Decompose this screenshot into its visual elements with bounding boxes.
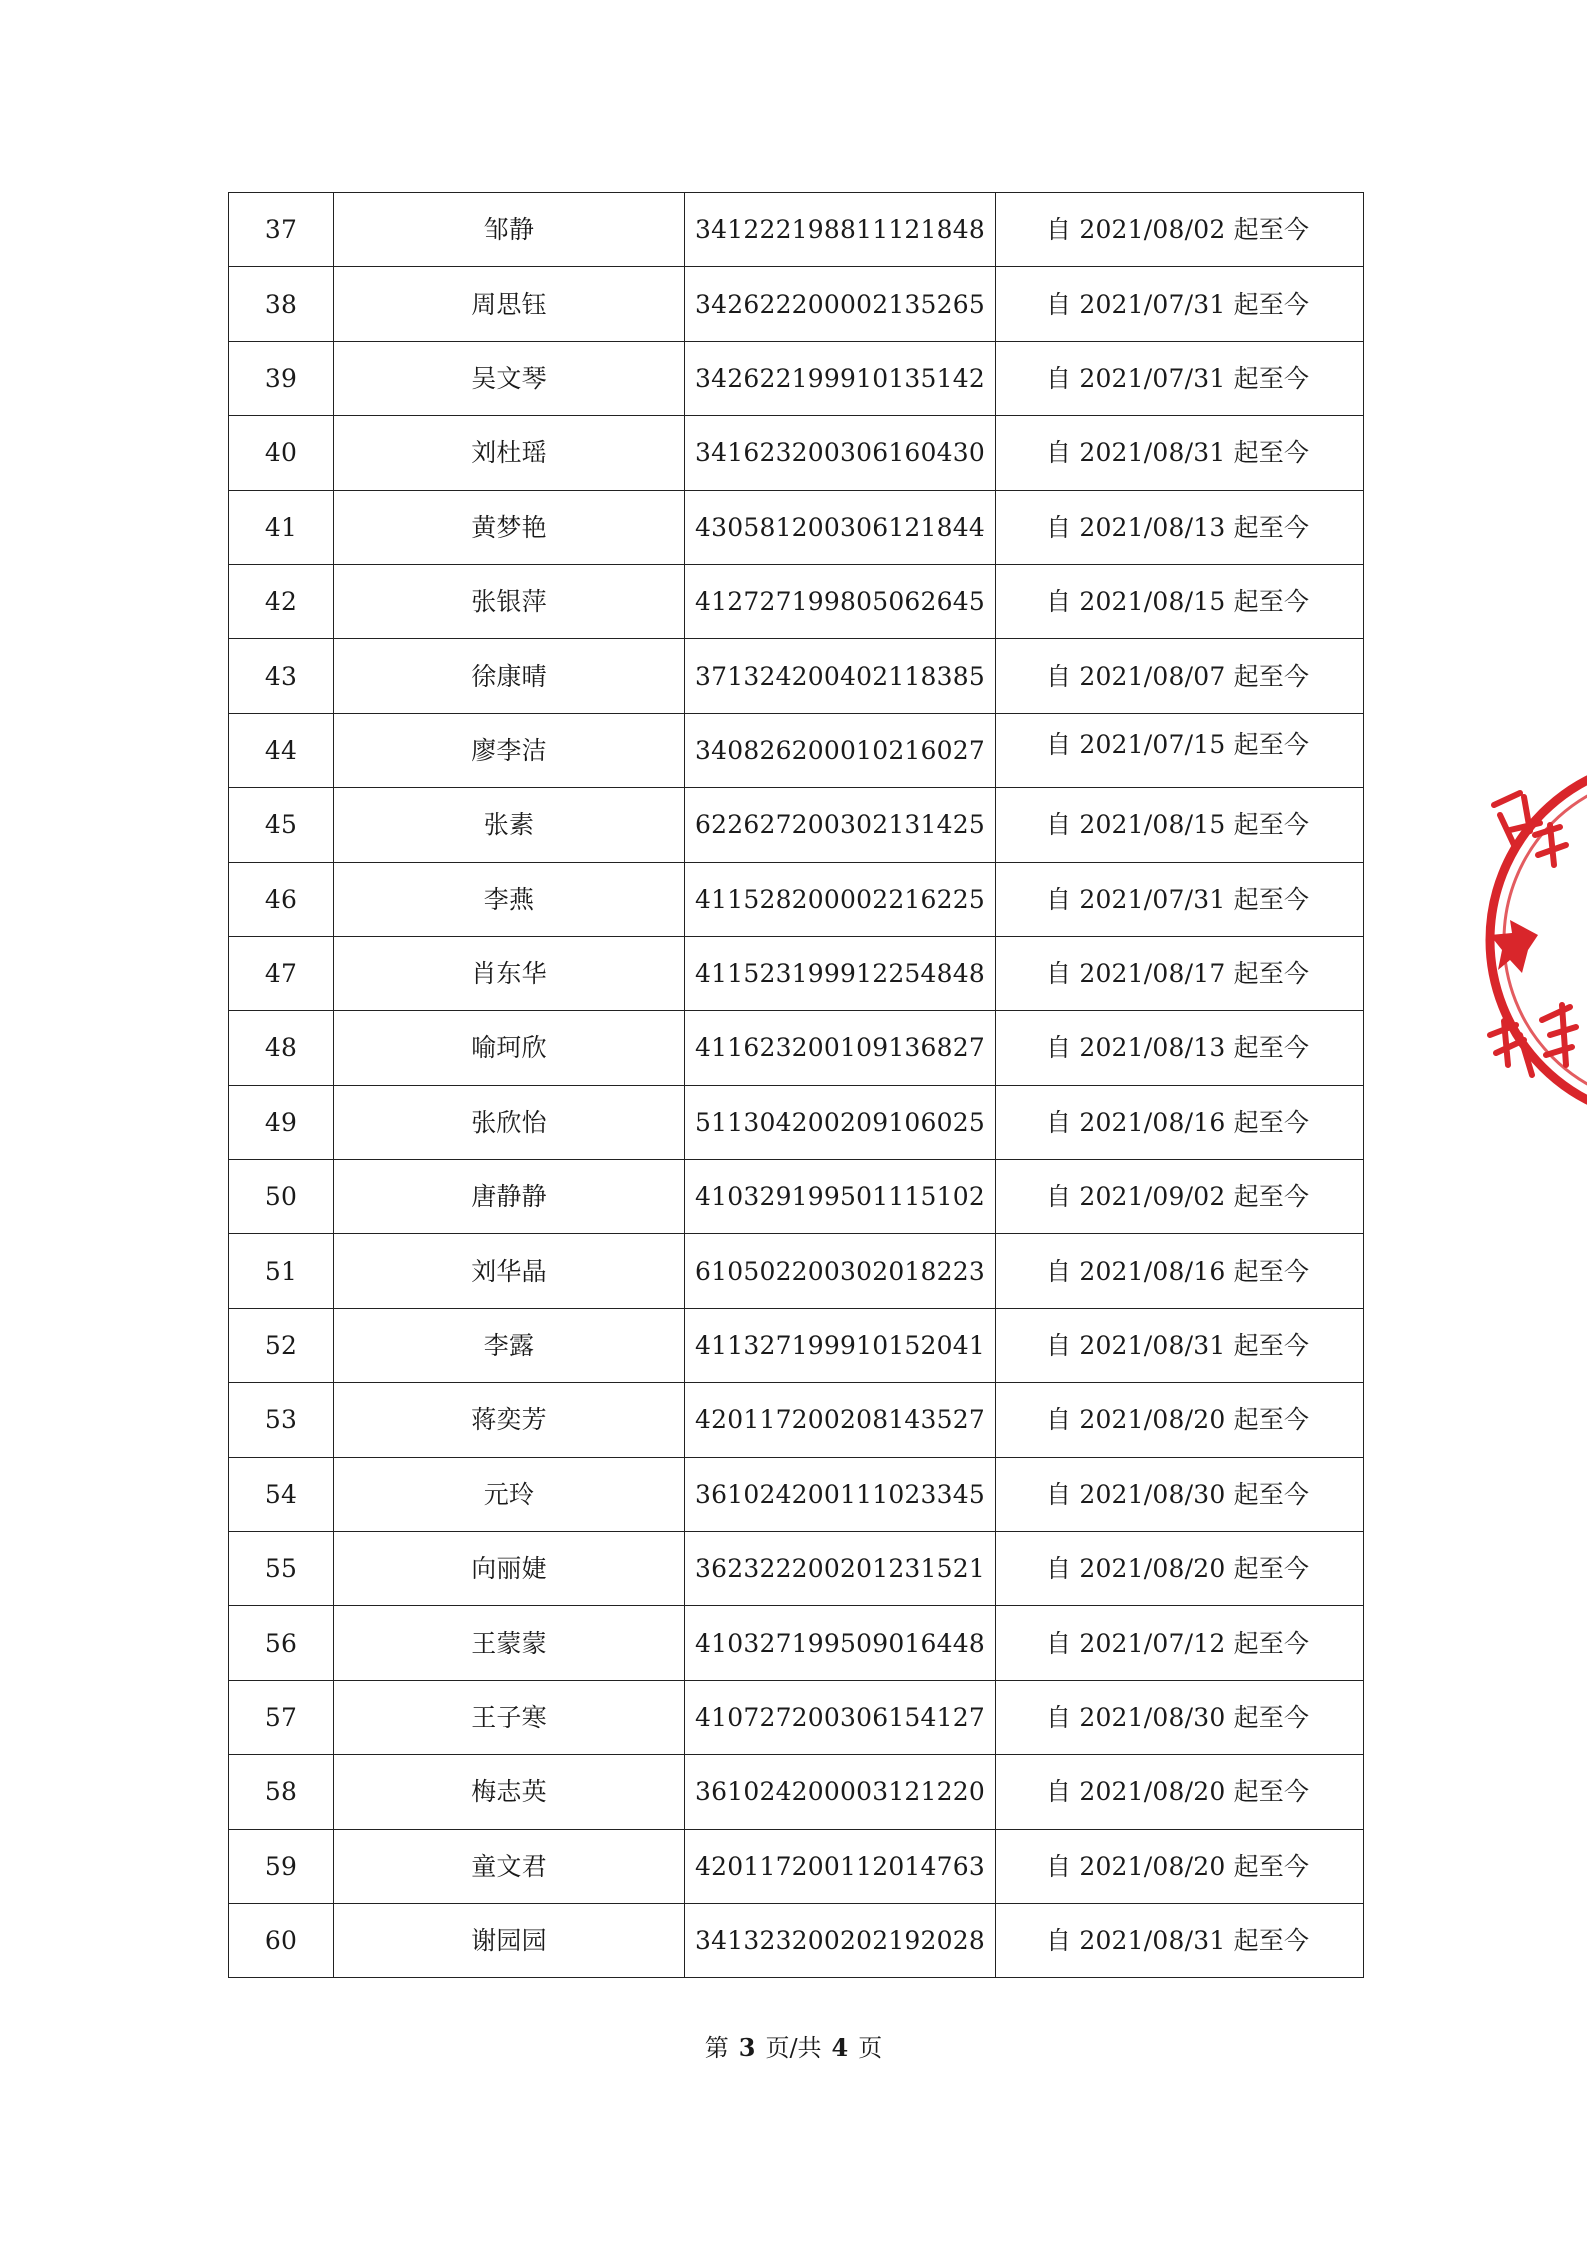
row-period: 自 2021/08/20 起至今 — [996, 1532, 1364, 1606]
seal-lettering — [1490, 793, 1576, 1075]
row-id-number: 342622200002135265 — [685, 267, 996, 341]
row-number: 50 — [229, 1160, 334, 1234]
row-name: 刘华晶 — [334, 1234, 685, 1308]
row-name: 周思钰 — [334, 267, 685, 341]
row-id-number: 361024200111023345 — [685, 1457, 996, 1531]
row-name: 喻珂欣 — [334, 1011, 685, 1085]
row-name: 梅志英 — [334, 1755, 685, 1829]
row-period: 自 2021/08/17 起至今 — [996, 936, 1364, 1010]
row-number: 49 — [229, 1085, 334, 1159]
row-id-number: 342622199910135142 — [685, 341, 996, 415]
row-period: 自 2021/07/31 起至今 — [996, 341, 1364, 415]
row-name: 王子寒 — [334, 1680, 685, 1754]
row-id-number: 361024200003121220 — [685, 1755, 996, 1829]
row-name: 李燕 — [334, 862, 685, 936]
row-period: 自 2021/08/31 起至今 — [996, 1308, 1364, 1382]
row-id-number: 410329199501115102 — [685, 1160, 996, 1234]
row-name: 刘杜瑶 — [334, 416, 685, 490]
row-period: 自 2021/08/31 起至今 — [996, 416, 1364, 490]
table-row — [229, 416, 1364, 490]
row-id-number: 511304200209106025 — [685, 1085, 996, 1159]
row-id-number: 430581200306121844 — [685, 490, 996, 564]
table-row — [229, 1532, 1364, 1606]
row-id-number: 341323200202192028 — [685, 1903, 996, 1977]
row-id-number: 371324200402118385 — [685, 639, 996, 713]
row-name: 王蒙蒙 — [334, 1606, 685, 1680]
roster-sheet — [228, 192, 1360, 1978]
row-id-number: 411623200109136827 — [685, 1011, 996, 1085]
table-row — [229, 1308, 1364, 1382]
table-row — [229, 1085, 1364, 1159]
footer-middle: 页/共 — [765, 2034, 822, 2062]
current-page-number: 3 — [738, 2033, 756, 2062]
row-number: 60 — [229, 1903, 334, 1977]
row-period: 自 2021/07/12 起至今 — [996, 1606, 1364, 1680]
table-row — [229, 713, 1364, 787]
row-id-number: 420117200112014763 — [685, 1829, 996, 1903]
table-row — [229, 1755, 1364, 1829]
row-name: 徐康晴 — [334, 639, 685, 713]
table-row — [229, 862, 1364, 936]
row-number: 53 — [229, 1383, 334, 1457]
table-row — [229, 193, 1364, 267]
row-id-number: 410327199509016448 — [685, 1606, 996, 1680]
page-footer — [0, 2028, 1587, 2063]
row-name: 谢园园 — [334, 1903, 685, 1977]
seal-ring — [1490, 760, 1587, 1120]
row-number: 54 — [229, 1457, 334, 1531]
row-name: 张素 — [334, 788, 685, 862]
row-number: 57 — [229, 1680, 334, 1754]
row-id-number: 410727200306154127 — [685, 1680, 996, 1754]
row-period: 自 2021/08/30 起至今 — [996, 1680, 1364, 1754]
row-id-number: 411528200002216225 — [685, 862, 996, 936]
row-name: 童文君 — [334, 1829, 685, 1903]
row-period: 自 2021/08/20 起至今 — [996, 1383, 1364, 1457]
table-row — [229, 1457, 1364, 1531]
row-id-number: 341222198811121848 — [685, 193, 996, 267]
row-period: 自 2021/08/31 起至今 — [996, 1903, 1364, 1977]
table-row — [229, 639, 1364, 713]
row-number: 41 — [229, 490, 334, 564]
row-period: 自 2021/08/07 起至今 — [996, 639, 1364, 713]
row-name: 廖李洁 — [334, 713, 685, 787]
row-number: 55 — [229, 1532, 334, 1606]
row-id-number: 362322200201231521 — [685, 1532, 996, 1606]
seal-star-icon — [1490, 920, 1538, 973]
row-id-number: 411523199912254848 — [685, 936, 996, 1010]
row-id-number: 610502200302018223 — [685, 1234, 996, 1308]
row-number: 40 — [229, 416, 334, 490]
red-seal-stamp — [1480, 735, 1587, 1125]
roster-table — [228, 192, 1364, 1978]
row-name: 吴文琴 — [334, 341, 685, 415]
row-number: 37 — [229, 193, 334, 267]
row-id-number: 412727199805062645 — [685, 564, 996, 638]
table-row — [229, 267, 1364, 341]
row-name: 张欣怡 — [334, 1085, 685, 1159]
row-period: 自 2021/07/15 起至今 — [996, 713, 1364, 787]
row-number: 58 — [229, 1755, 334, 1829]
row-period: 自 2021/08/16 起至今 — [996, 1085, 1364, 1159]
row-period: 自 2021/07/31 起至今 — [996, 267, 1364, 341]
table-row — [229, 1903, 1364, 1977]
row-name: 李露 — [334, 1308, 685, 1382]
table-row — [229, 564, 1364, 638]
row-period: 自 2021/08/30 起至今 — [996, 1457, 1364, 1531]
row-period: 自 2021/08/16 起至今 — [996, 1234, 1364, 1308]
row-number: 56 — [229, 1606, 334, 1680]
row-number: 59 — [229, 1829, 334, 1903]
table-row — [229, 1829, 1364, 1903]
row-period: 自 2021/08/13 起至今 — [996, 1011, 1364, 1085]
table-row — [229, 1234, 1364, 1308]
row-period: 自 2021/08/15 起至今 — [996, 788, 1364, 862]
row-number: 43 — [229, 639, 334, 713]
footer-prefix: 第 — [704, 2034, 729, 2062]
table-row — [229, 341, 1364, 415]
row-number: 39 — [229, 341, 334, 415]
row-id-number: 622627200302131425 — [685, 788, 996, 862]
row-number: 42 — [229, 564, 334, 638]
row-period: 自 2021/08/20 起至今 — [996, 1829, 1364, 1903]
row-name: 向丽婕 — [334, 1532, 685, 1606]
row-number: 38 — [229, 267, 334, 341]
table-row — [229, 1160, 1364, 1234]
total-pages-number: 4 — [831, 2033, 849, 2062]
table-row — [229, 1383, 1364, 1457]
row-name: 肖东华 — [334, 936, 685, 1010]
row-name: 邹静 — [334, 193, 685, 267]
row-number: 51 — [229, 1234, 334, 1308]
row-period: 自 2021/08/02 起至今 — [996, 193, 1364, 267]
row-period: 自 2021/08/20 起至今 — [996, 1755, 1364, 1829]
row-number: 45 — [229, 788, 334, 862]
row-name: 黄梦艳 — [334, 490, 685, 564]
table-row — [229, 788, 1364, 862]
row-period: 自 2021/08/13 起至今 — [996, 490, 1364, 564]
row-period: 自 2021/08/15 起至今 — [996, 564, 1364, 638]
row-number: 52 — [229, 1308, 334, 1382]
row-id-number: 340826200010216027 — [685, 713, 996, 787]
row-name: 元玲 — [334, 1457, 685, 1531]
row-number: 47 — [229, 936, 334, 1010]
row-name: 蒋奕芳 — [334, 1383, 685, 1457]
row-number: 46 — [229, 862, 334, 936]
table-row — [229, 490, 1364, 564]
footer-suffix: 页 — [858, 2034, 883, 2062]
row-name: 张银萍 — [334, 564, 685, 638]
table-row — [229, 1606, 1364, 1680]
row-name: 唐静静 — [334, 1160, 685, 1234]
table-row — [229, 1680, 1364, 1754]
table-row — [229, 936, 1364, 1010]
row-number: 48 — [229, 1011, 334, 1085]
row-number: 44 — [229, 713, 334, 787]
row-id-number: 341623200306160430 — [685, 416, 996, 490]
row-period: 自 2021/07/31 起至今 — [996, 862, 1364, 936]
row-period: 自 2021/09/02 起至今 — [996, 1160, 1364, 1234]
row-id-number: 411327199910152041 — [685, 1308, 996, 1382]
roster-table-body — [229, 193, 1364, 1978]
row-id-number: 420117200208143527 — [685, 1383, 996, 1457]
table-row — [229, 1011, 1364, 1085]
